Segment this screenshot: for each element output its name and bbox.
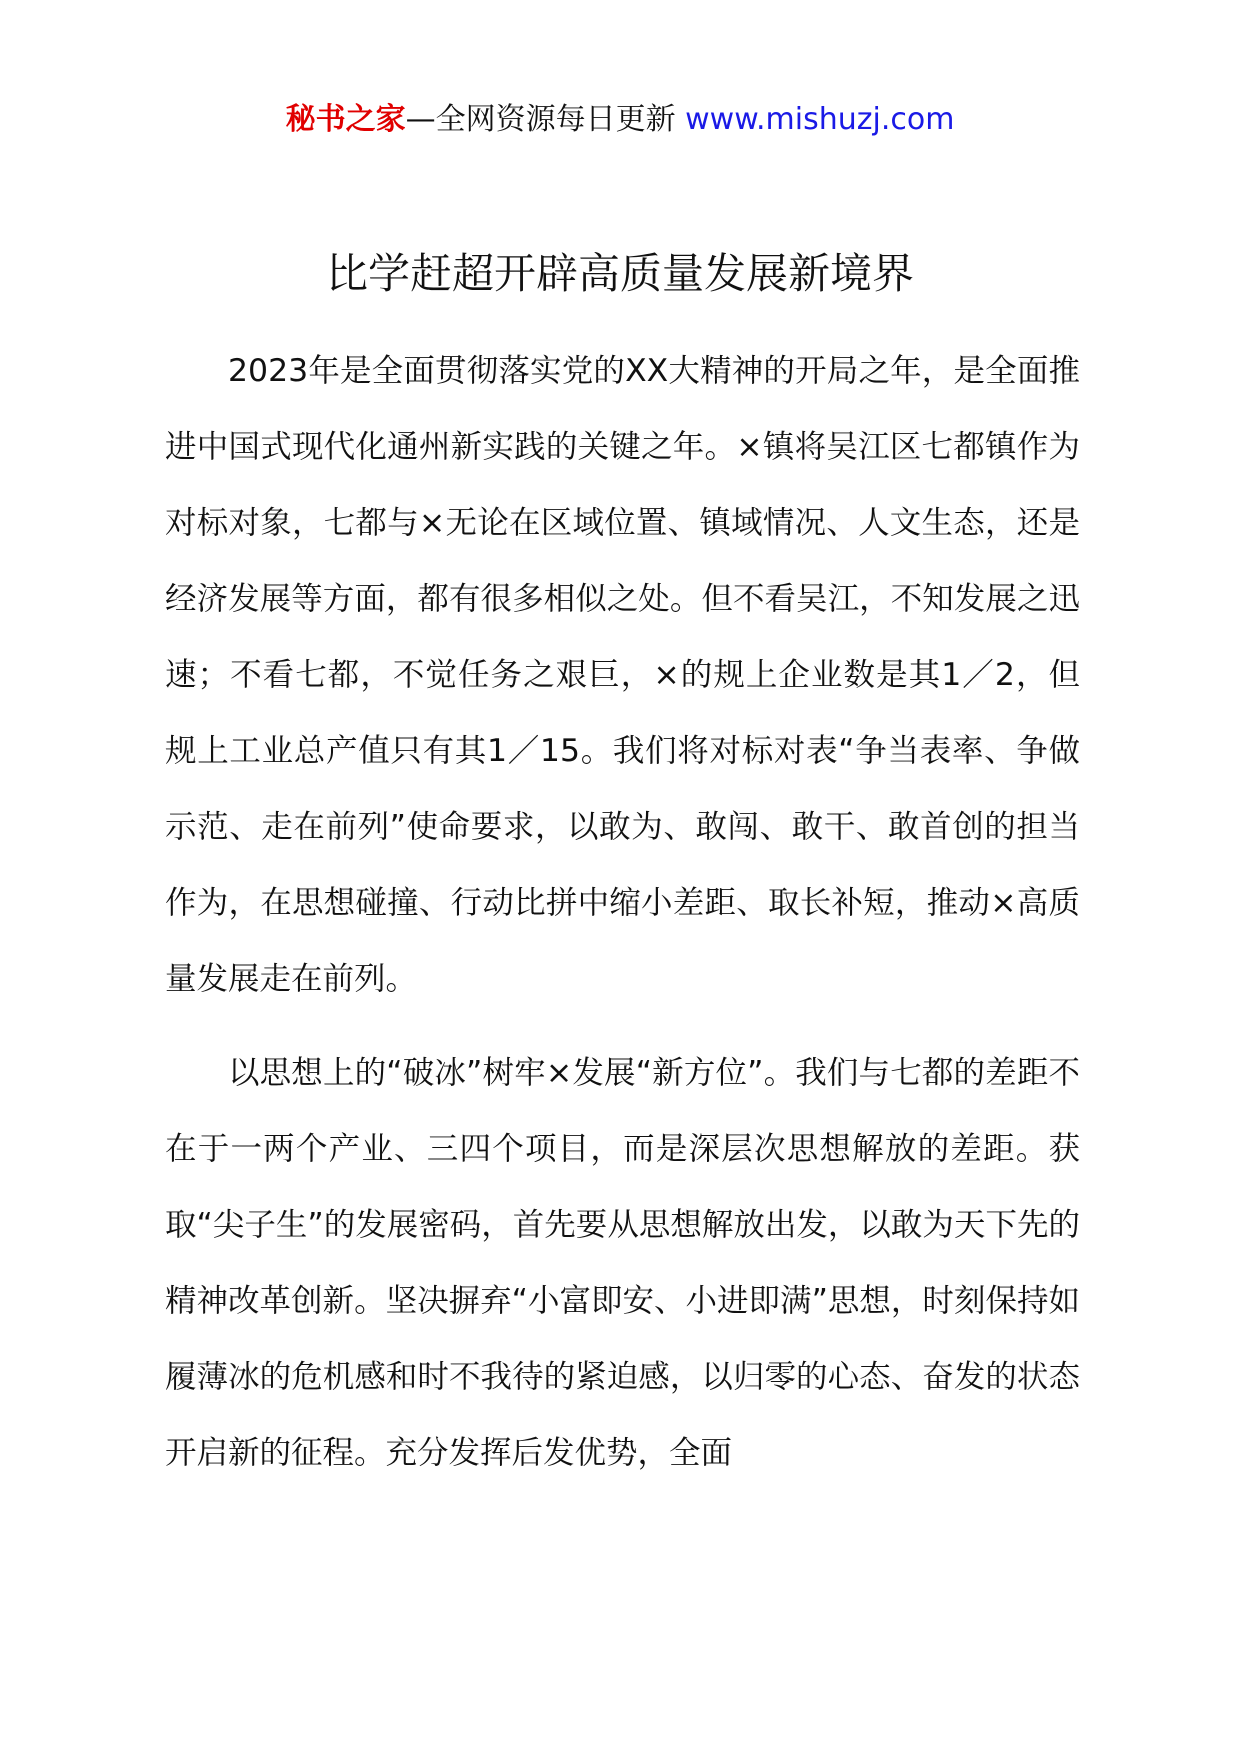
body-paragraph-1: 2023年是全面贯彻落实党的XX大精神的开局之年，是全面推进中国式现代化通州新实践的关键之年。×镇将吴江区七都镇作为对标对象，七都与×无论在区域位置、镇域情况、人文生态，还是经济发展等方面，都有很多相似之处。但不看吴江，不知发展之迅速；不看七都，不觉任务之艰巨，×的规上企业数是其1／2，但规上工业总产值只有其1／15。我们将对标对表“争当表率、争做示范、走在前列”使命要求，以敢为、敢闯、敢干、敢首创的担当作为，在思想碰撞、行动比拼中缩小差距、取长补短，推动×高质量发展走在前列。	[165, 353, 1080, 997]
body-paragraph-2: 以思想上的“破冰”树牢×发展“新方位”。我们与七都的差距不在于一两个产业、三四个项目，而是深层次思想解放的差距。获取“尖子生”的发展密码，首先要从思想解放出发，以敢为天下先的精神改革创新。坚决摒弃“小富即安、小进即满”思想，时刻保持如履薄冰的危机感和时不我待的紧迫感，以归零的心态、奋发的状态开启新的征程。充分发挥后发优势，全面	[165, 1055, 1080, 1471]
document-body	[165, 333, 1080, 1491]
site-url-link[interactable]: www.mishuzj.com	[685, 102, 955, 137]
header-tagline: —全网资源每日更新	[405, 102, 676, 137]
document-title: 比学赶超开辟高质量发展新境界	[325, 249, 914, 298]
brand-name: 秘书之家	[285, 102, 406, 137]
site-header	[0, 98, 1240, 142]
